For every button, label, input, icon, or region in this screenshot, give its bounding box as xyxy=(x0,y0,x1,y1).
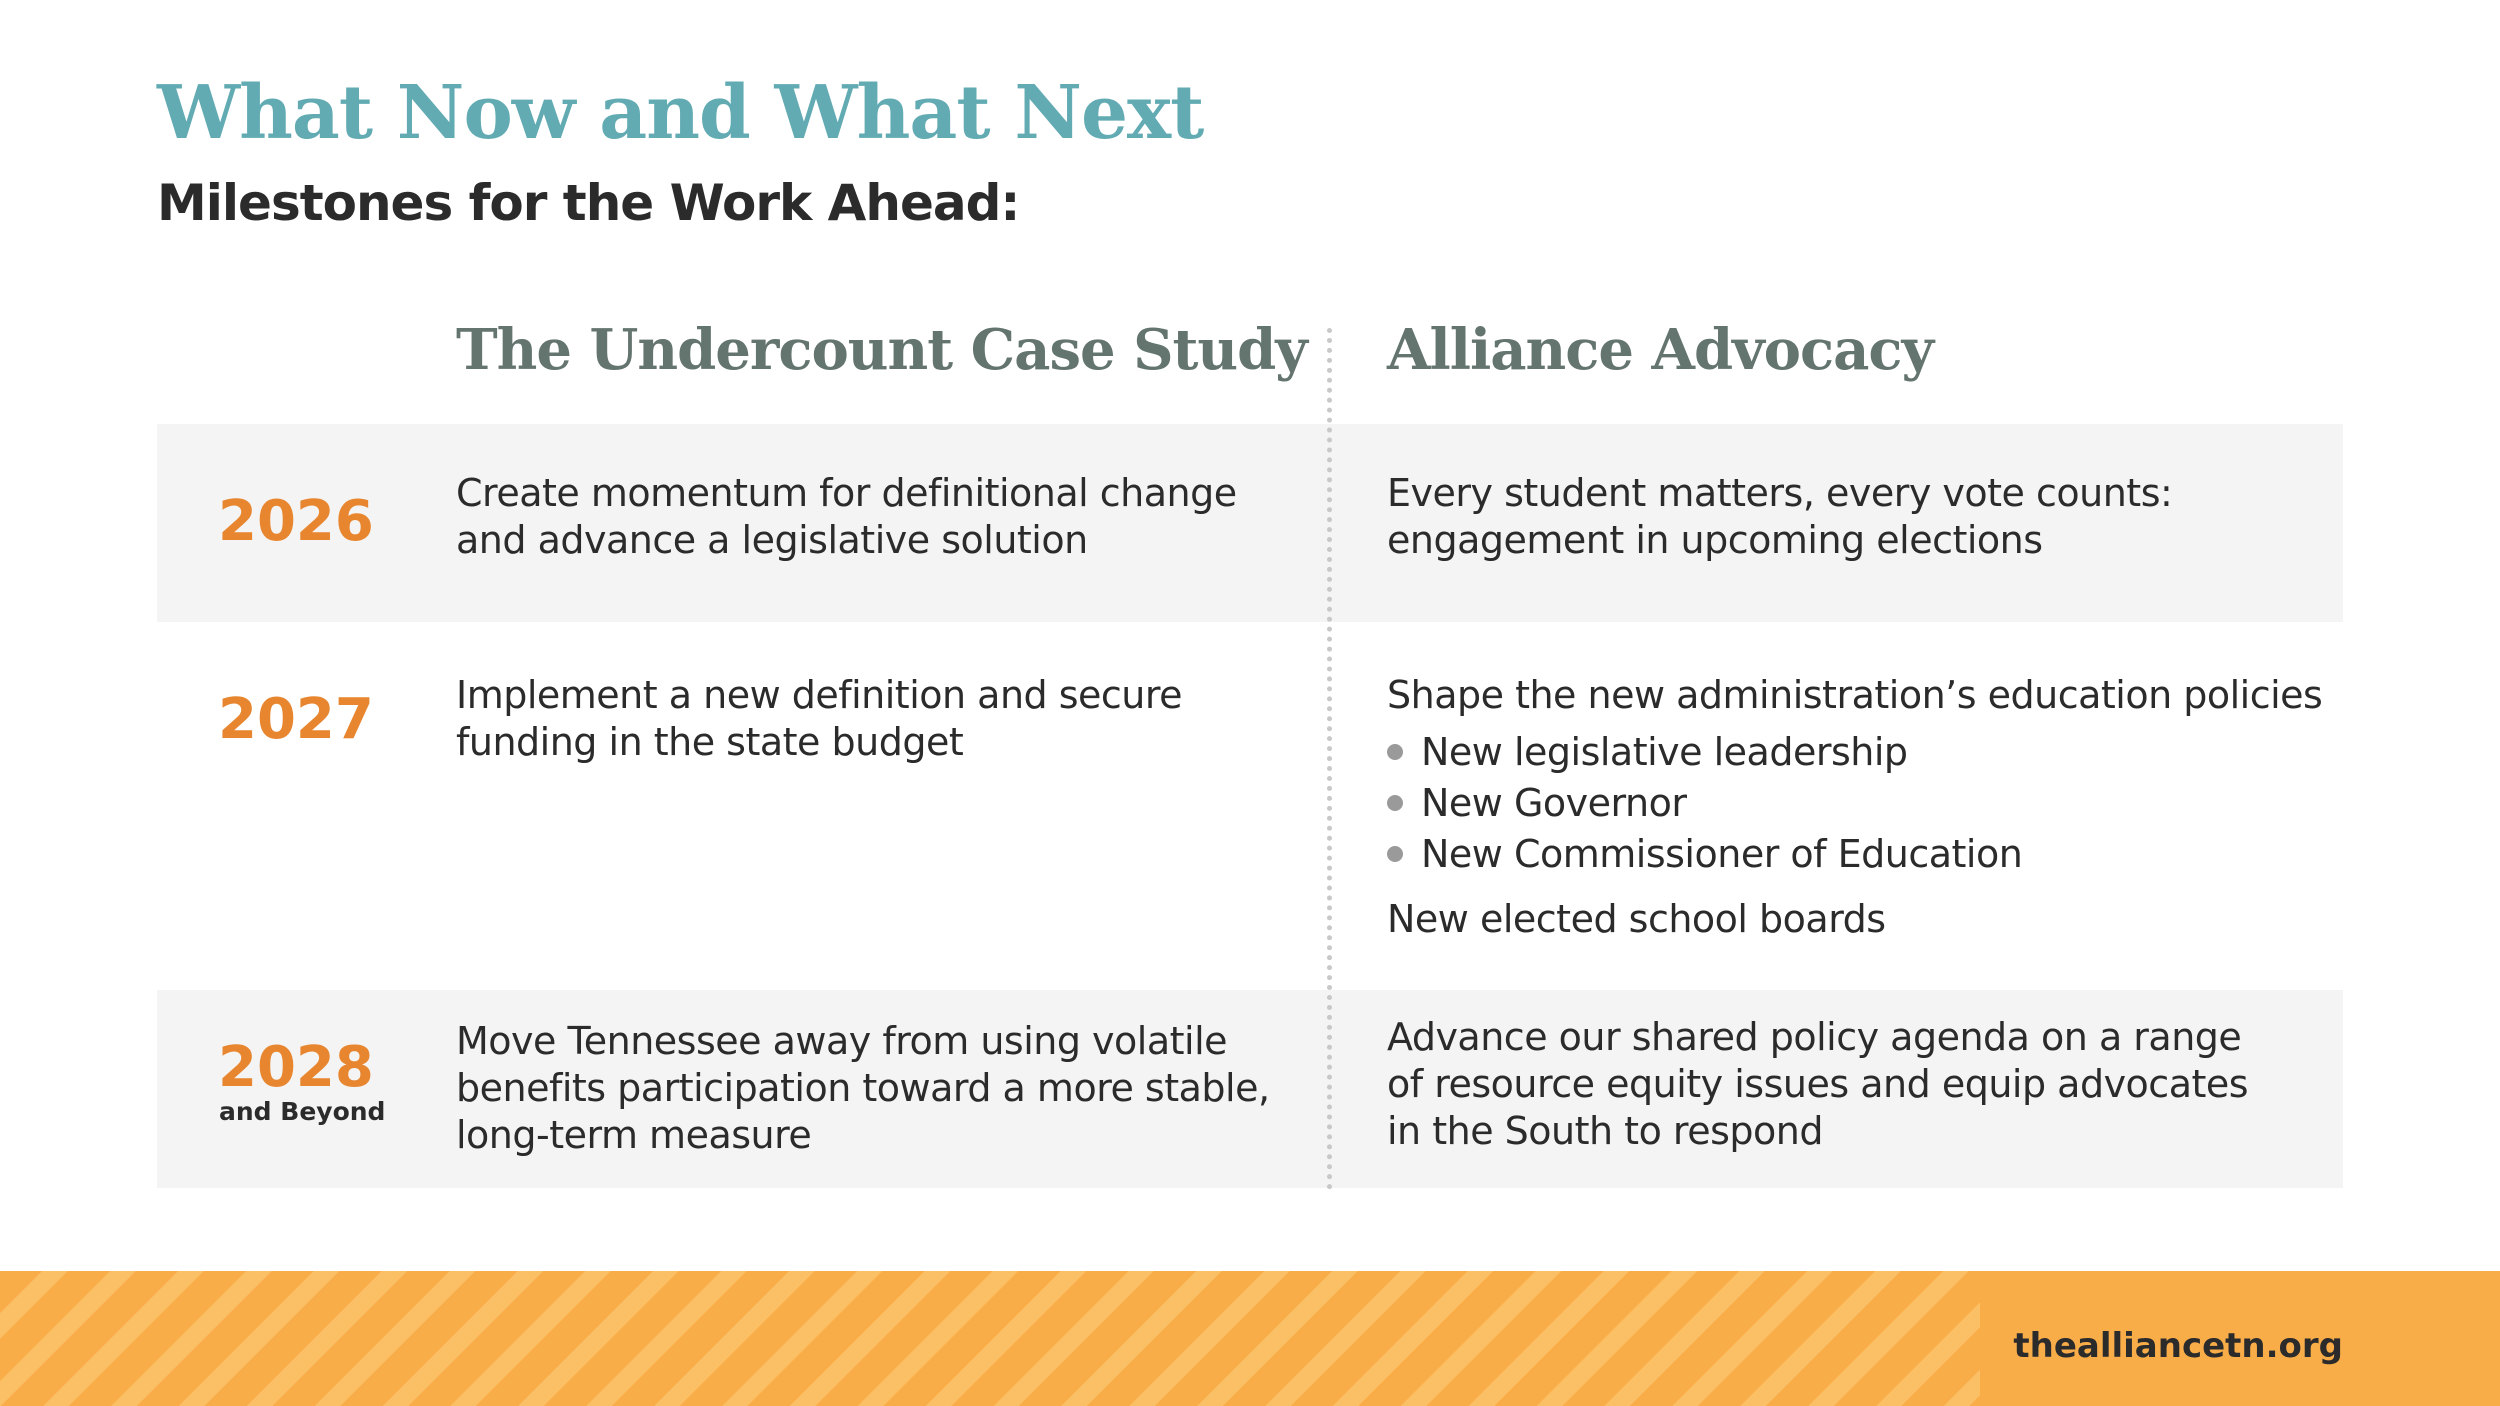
text-line: Move Tennessee away from using volatile xyxy=(456,1019,1228,1063)
year-note: and Beyond xyxy=(219,1097,386,1126)
text-line: of resource equity issues and equip advocates xyxy=(1387,1062,2249,1106)
advocacy-2026 xyxy=(1387,470,2327,564)
column-heading-advocacy: Alliance Advocacy xyxy=(1387,317,1934,383)
list-item: New Commissioner of Education xyxy=(1387,829,2327,880)
case-study-2028 xyxy=(456,1018,1286,1159)
text-line: Create momentum for definitional change xyxy=(456,471,1237,515)
bullet-list xyxy=(1387,727,2327,880)
advocacy-outro: New elected school boards xyxy=(1387,897,1886,941)
text-line: and advance a legislative solution xyxy=(456,518,1088,562)
year-label-2028: 2028 xyxy=(218,1035,374,1100)
year-label-2026: 2026 xyxy=(218,489,374,554)
bullet-dot-icon xyxy=(1387,846,1403,862)
text-line: benefits participation toward a more stable, xyxy=(456,1066,1270,1110)
text-line: in the South to respond xyxy=(1387,1109,1823,1153)
list-item: New legislative leadership xyxy=(1387,727,2327,778)
column-divider xyxy=(1327,328,1332,1190)
text-line: Every student matters, every vote counts: xyxy=(1387,471,2173,515)
page-title: What Now and What Next xyxy=(157,70,1204,156)
case-study-2027 xyxy=(456,672,1286,766)
column-heading-case-study: The Undercount Case Study xyxy=(456,317,1307,383)
footer-band xyxy=(0,1271,2500,1406)
page-subtitle: Milestones for the Work Ahead: xyxy=(157,174,1020,232)
year-label-2027: 2027 xyxy=(218,687,374,752)
bullet-dot-icon xyxy=(1387,744,1403,760)
case-study-2026 xyxy=(456,470,1286,564)
text-line: Implement a new definition and secure xyxy=(456,673,1183,717)
text-line: Advance our shared policy agenda on a range xyxy=(1387,1015,2242,1059)
footer-stripes xyxy=(0,1271,1980,1406)
advocacy-intro: Shape the new administration’s education policies xyxy=(1387,673,2323,717)
advocacy-2028 xyxy=(1387,1014,2327,1155)
text-line: long-term measure xyxy=(456,1113,812,1157)
footer-url: thealliancetn.org xyxy=(2013,1326,2343,1366)
text-line: funding in the state budget xyxy=(456,720,964,764)
text-line: engagement in upcoming elections xyxy=(1387,518,2043,562)
advocacy-2027 xyxy=(1387,672,2327,943)
list-item: New Governor xyxy=(1387,778,2327,829)
bullet-dot-icon xyxy=(1387,795,1403,811)
